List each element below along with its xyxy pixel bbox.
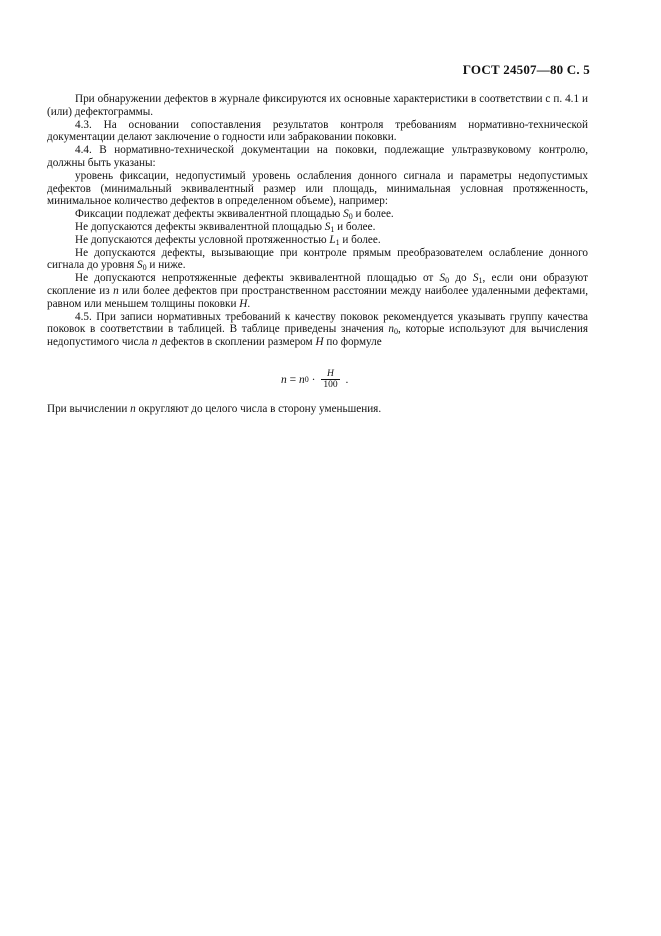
text: и более. [339, 233, 381, 246]
formula-n0: n [299, 373, 305, 386]
fraction-numerator: H [327, 369, 334, 379]
paragraph: уровень фиксации, недопустимый уровень ослабления донного сигнала и параметры недопустимых дефектов (минимальный эквивалентный размер или площадь, минимальная условная протяженность, минимальное количество дефектов в определенном объеме), например: [47, 169, 588, 208]
text: , которые используют для вычисления недопустимого числа [47, 323, 588, 349]
fraction-denominator: 100 [323, 380, 338, 390]
symbol-n: n [113, 284, 119, 297]
paragraph: 4.4. В нормативно-технической документации на поковки, подлежащие ультразвуковому контролю, должны быть указаны: [47, 144, 588, 169]
text: При вычислении [47, 403, 131, 415]
text: Не допускаются непротяженные дефекты эквивалентной площадью от [75, 272, 440, 285]
paragraph [47, 311, 588, 349]
text: , если они образуют скопление из [47, 272, 588, 297]
paragraph [47, 272, 588, 310]
symbol-n: n [151, 336, 158, 349]
text: 4.5. При записи нормативных требований к качеству поковок рекомендуется указывать группу качества поковок в соответствии в таблицей. В таблице приведены значения [47, 310, 588, 336]
text: и ниже. [146, 259, 186, 272]
formula-dot: · [308, 373, 319, 386]
symbol-s: S [439, 272, 446, 285]
subscript: 0 [142, 263, 147, 273]
document-body [47, 93, 588, 349]
paragraph: 4.3. На основании сопоставления результатов контроля требованиям нормативно-технической документации делают заключение о годности или забраковании поковки. [47, 118, 588, 144]
subscript: 1 [330, 224, 335, 234]
symbol-h: H [315, 336, 324, 349]
symbol-s: S [324, 220, 331, 233]
text: по формуле [323, 336, 382, 349]
symbol-n: n [388, 323, 395, 336]
symbol-l: L [329, 233, 336, 246]
text: и более. [352, 208, 394, 221]
subscript: 0 [348, 212, 353, 222]
text: Фиксации подлежат дефекты эквивалентной площадью [75, 208, 344, 221]
subscript: 1 [335, 237, 340, 247]
formula-lhs: n [281, 373, 287, 386]
formula-equals: = [286, 373, 299, 386]
text: дефектов в скоплении размером [157, 336, 316, 349]
paragraph [47, 234, 588, 247]
paragraph [47, 247, 588, 273]
text: . [247, 297, 251, 310]
symbol-s: S [137, 259, 143, 272]
symbol-s: S [472, 272, 479, 285]
formula-fraction [321, 369, 339, 390]
final-paragraph [47, 403, 381, 415]
subscript: 0 [394, 327, 399, 337]
symbol-n: n [130, 403, 136, 415]
paragraph [47, 221, 588, 234]
formula-end: . [342, 373, 349, 386]
text: округляют до целого числа в сторону уменьшения. [135, 403, 382, 415]
subscript: 0 [445, 276, 450, 286]
document-header: ГОСТ 24507—80 С. 5 [462, 62, 590, 77]
paragraph [47, 208, 588, 221]
text: Не допускаются дефекты условной протяженностью [75, 233, 330, 246]
formula: n = n 0 · $\frac{H}{100}$ . [281, 369, 349, 390]
text: Не допускаются дефекты эквивалентной площадью [75, 220, 325, 233]
symbol-s: S [343, 208, 349, 221]
text: до [449, 272, 473, 285]
paragraph: При обнаружении дефектов в журнале фиксируются их основные характеристики в соответствии с п. 4.1 и (или) дефектограммы. [47, 93, 588, 118]
text: и более. [334, 220, 376, 233]
text: Не допускаются дефекты, вызывающие при контроле прямым преобразователем ослабление донного сигнала до уровня [47, 246, 588, 272]
subscript: 1 [478, 276, 483, 286]
symbol-h: H [239, 297, 248, 310]
text: или более дефектов при пространственном расстоянии между наиболее удаленными дефектами, равном или меньшем толщины поковки [47, 284, 588, 310]
